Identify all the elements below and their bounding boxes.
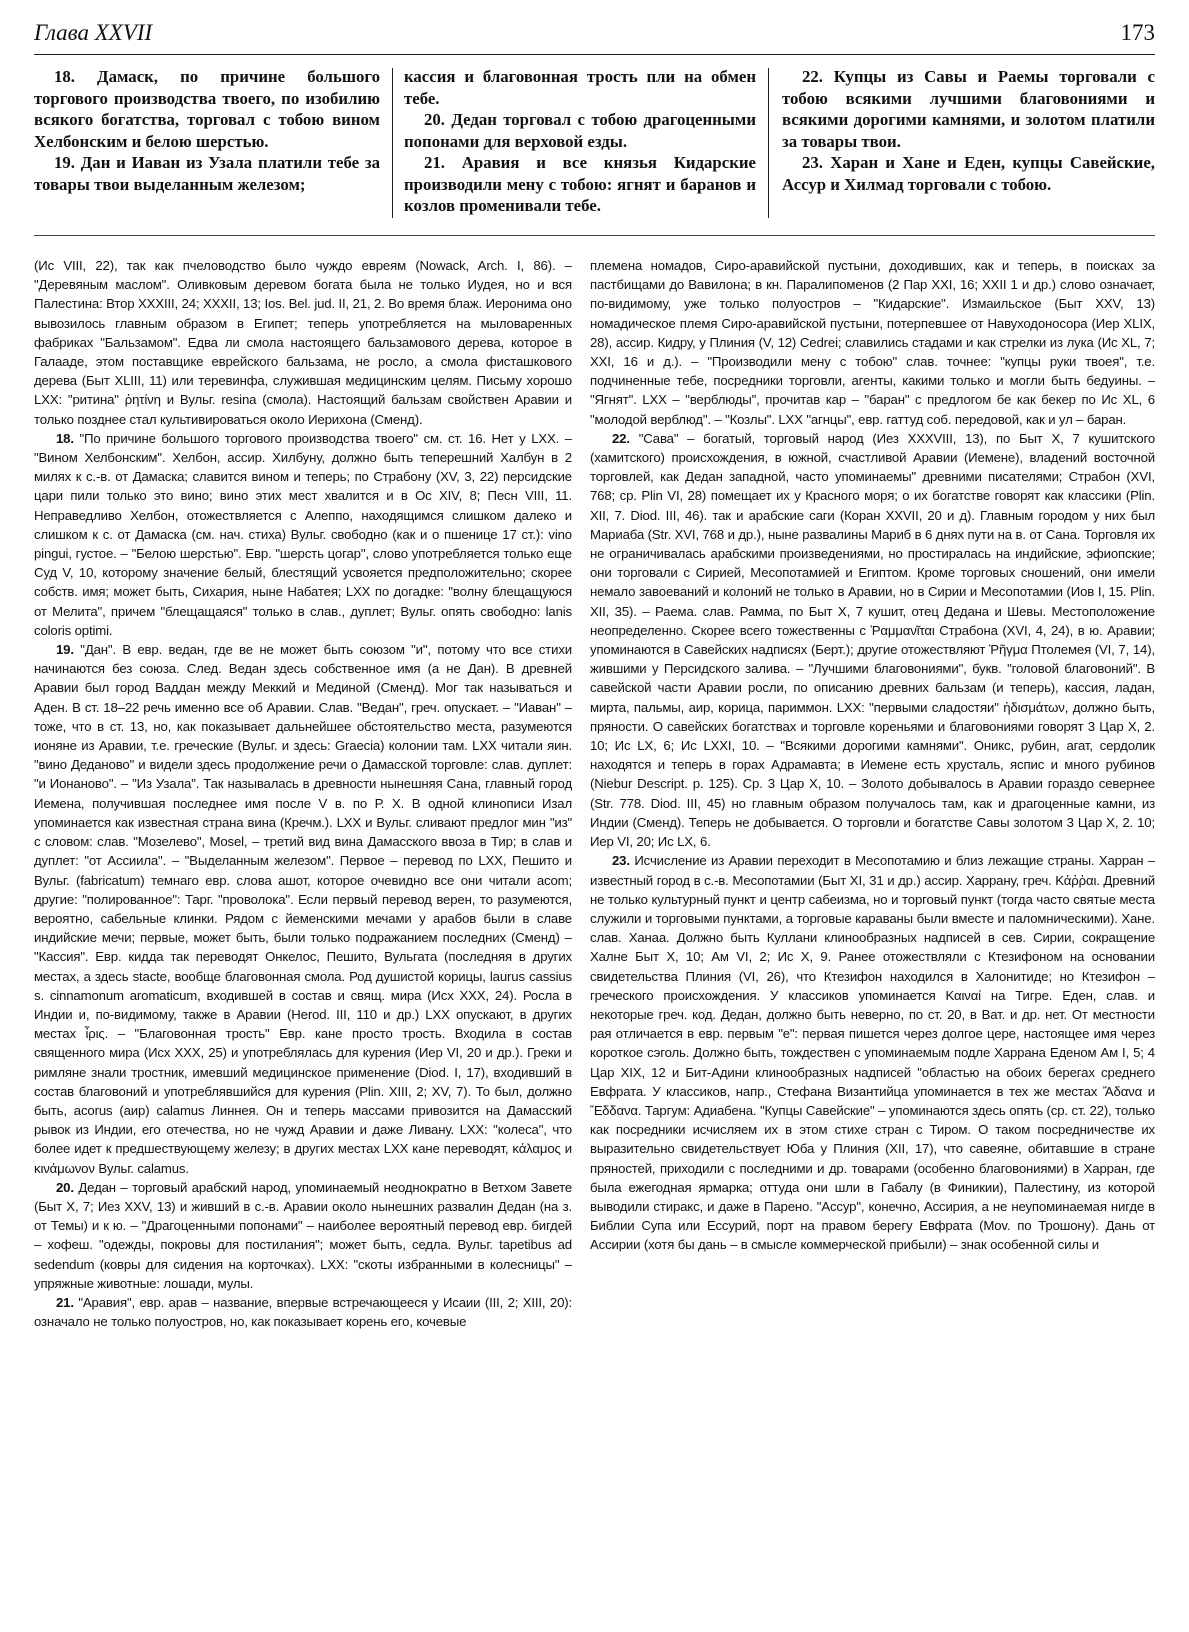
chapter-title: Глава XXVII [34, 20, 153, 45]
verse-number: 18. [56, 430, 74, 446]
verse-paragraph: 21. Аравия и все князья Кидарские производили мену с тобою: ягнят и баранов и козлов променивали тебе. [404, 153, 756, 215]
commentary-text: "Дан". В евр. ведан, где ве не может быть союзом "и", потому что все стихи начинаются без союза. След. Ведан здесь собственное имя (а не Дан). В древней Аравии был город Ваддан между Меккий и Мединой (Сменд). Мог так называться и Аден. В ст. 18–22 речь именно все об Аравии. Слав. "Ведан", греч. опускает. – "Иаван" – тоже, что в ст. 13, но, как показывает дальнейшее обстоятельство места, разумеются ионяне из Аравии, т.е. греческие (Вульг. и здесь: Graecia) колонии там. LXX читали яин. "вино Деданово" и видели здесь продолжение речи о Дамасской торговле: слав. дуплет: "и Ионаново". – "Из Узала". Так называлась в древности нынешняя Сана, главный город Иемена, получившая последнее имя после V в. по Р. Х. В одной клинописи Изал упоминается как известная страна вина (Кречм.). LXX и Вульг. сливают предлог мин "из" с словом: слав. "Мозелево", Mosel, – третий вид вина Дамасского ввоза в Тир; в слав и дуплет: "от Ассиила". – "Выделанным железом". Первое – перевод по LXX, Пешито и Вульг. (fabricatum) темнаго евр. слова ашот, которое очевидно все они читали acom; другие: "полированное": Тарг. "проволока". Если первый перевод верен, то разумеются, вероятно, сабельные клинки. Рядом с йеменскими мечами у арабов были в славе индийские мечи; первые, может быть, были только подражанием последних (Сменд) – "Кассия". Евр. кидда так переводят Онкелос, Пешито, Вульгата (последняя в других местах, а здесь stacte, вообще благовонная смола. Род душистой корицы, laurus cassius s. cinnamonum aromaticum, входившей в состав и свящ. мира (Исх XXX, 24). Росла в Индии и, по-видимому, также в Аравии (Herod. III, 110 и др.) LXX опускают, в других местах ἶρις. – "Благовонная трость" Евр. кане просто трость. Входила в состав священного мира (Исх XXX, 25) и употреблялась для курения (Иер VI, 20 и др.). Греки и римляне знали тростник, имевший медицинское применение (Diod. I, 17), входивший в состав благовоний и употреблявшийся для курения (Plin. XIII, 2; XV, 7). То был, должно быть, acorus (аир) calamus Линнея. Он и теперь массами привозится на Дамасский рывок из Индии, его отечества, но не чужд Аравии и даже Ливану. LXX: "колеса", что более идет к предшествующему железу; в других местах LXX кане переводят, κάλαμος и κινάμωνον Вульг. calamus. [34, 642, 572, 1176]
verse-paragraph: 18. Дамаск, по причине большого торгового производства твоего, по изобилию всякого богатства, торговал с тобою вином Хелбонским и белою шерстью. [34, 67, 380, 151]
page-number: 173 [1120, 20, 1155, 45]
commentary-column-right [590, 256, 1155, 1616]
verse-paragraph: 19. Дан и Иаван из Узала платили тебе за товары твои выделанным железом; [34, 153, 380, 194]
verse-paragraph: 20. Дедан торговал с тобою драгоценными попонами для верховой езды. [404, 110, 756, 151]
commentary-paragraph [34, 1293, 572, 1331]
verse-number: 22. [612, 430, 630, 446]
running-header [34, 14, 1155, 55]
column-divider [392, 68, 393, 218]
scripture-text-block [34, 66, 1155, 228]
commentary-text: "Сава" – богатый, торговый народ (Иез XXXVIII, 13), по Быт X, 7 кушитского (хамитского) происхождения, в южной, счастливой Аравии (Иемене), владений восточной торговлей, как Дедан западной, часто упоминаемы" древними писателями; Страбон (XVI, 768; ср. Plin VI, 28) помещает их у Красного моря; о их богатстве говорят как классики (Plin. XII, 7. Diod. III, 46). так и арабские саги (Коран XXVII, 20 и д). Главным городом у них был Мариаба (Str. XVI, 768 и др.), ныне развалины Мариб в 6 днях пути на в. от Сана. Торговля их не ограничивалась арабскими произведениями, но простиралась на индийские, эфиопские; они торговали с Сирией, Месопотамией и Египтом. Кроме торговых сношений, они имели немало завоеваний и колоний не только в Аравии, но в Сирии и Месопотамии (Иов I, 15. Plin. XII, 35). – Раема. слав. Рамма, по Быт X, 7 кушит, отец Дедана и Шевы. Местоположение неопределенно. Скорее всего тожественны с Ῥαμμανῖται Страбона (XVI, 4, 24), в ю. Аравии; упоминаются в Савейских надписях (Берт.); другие отожествляют Ῥῆγμα Птолемея (VI, 7, 14), жившими у Персидского залива. – "Лучшими благовониями", букв. "головой благовоний". В савейской части Аравии росли, по описанию древних бальзам (и теперь), кассия, ладан, мирта, пальмы, аир, корица, париммон. LXX: "первыми сладостяи" ἡδισμάτων, должно быть, пряности. О савейских богатствах и торговле кореньями и благовониями говорят 3 Цар X, 2. 10; Ис LX, 6; Ис LXXI, 10. – "Всякими дорогими камнями". Оникс, рубин, агат, сердолик находятся и теперь в горах Адрамавта; в Иемене есть хрусталь, яспис и много рубинов (Niebur Descript. p. 125). Ср. 3 Цар X, 10. – Золото добывалось в Аравии гораздо севернее (Str. 778. Diod. III, 45) но главным образом получалось там, как и драгоценные камни, из Индии (Сменд). Теперь не добывается. О торговли и богатстве Савы золотом 3 Цар X, 2. 10; Иер VI, 20; Ис LX, 6. [590, 430, 1155, 850]
commentary-text: Исчисление из Аравии переходит в Месопотамию и близ лежащие страны. Харран – известный город в с.-в. Месопотамии (Быт XI, 31 и др.) ассир. Харрану, греч. Κάῤῥαι. Древний не только культурный пункт и центр сабеизма, но и торговый пункт (тогда часто святые места служили и торговыми пунктами, а торговые караваны были вместе и паломническими). Хане. слав. Ханаа. Должно быть Куллани клинообразных надписей в сев. Сирии, сокращение Халне Быт X, 10; Ам VI, 2; Ис X, 9. Ранее отожествляли с Ктезифоном на основании свидетельства Плиния (VI, 26), что Ктезифон находился в Халонитиде; но Ктезифон – греческого происхождения. У классиков упоминается Καιναί на Тигре. Еден, слав. и некоторые греч. код. Дедан, должно быть неверно, по ст. 20, в Ват. и др. нет. От местности рая отличается в евр. первым "е": первая пишется через долгое цере, настоящее имя через короткое сэголь. Должно быть, тождествен с упоминаемым подле Харрана Еденом Ам I, 5; 4 Цар XIX, 12 и Бит-Адини клинообразных надписей "областью на обоих берегах среднего Евфрата. У классиков, напр., Стефана Византийца упоминается в тех же местах Ἄδανα и Ἔδδανα. Таргум: Адиабена. "Купцы Савейские" – упоминаются здесь опять (ср. ст. 22), только как посредники исчисляем их в этом стихе стран с Тиром. О таком посредничестве их выразительно свидетельствует Юба у Плиния (XII, 17), что савеяне, обитавшие в стране пряностей, приходили с последними и др. товарами (особенно благовониями) в Харран, где была ежегодная ярмарка; оттуда они шли в Габалу (в Финикии), Палестину, из которой выводили стиракс, и даже в Парено. "Ассур", конечно, Ассирия, а не неупоминаемая нигде в Библии Супа или Ессурий, порт на правом берегу Евфрата (Mov. по Трошону). Дань от Ассирии (хотя бы дань – в смысле коммерческой прибыли) – знак особенной силы и [590, 853, 1155, 1253]
commentary-paragraph [34, 1178, 572, 1293]
commentary-text: племена номадов, Сиро-аравийской пустыни, доходивших, как и теперь, в поисках за пастбищами до Вавилона; в кн. Паралипоменов (2 Пар XXI, 16; XXII 1 и др.) слово означает, по-видимому, уже только полуостров – "Кидарские". Измаильское (Быт XXV, 13) номадическое племя Сиро-аравийской пустыни, потерпевшее от Навуходоносора (Иер XLIX, 28), ассир. Кидру, у Плиния (V, 12) Cedrei; славились стадами и как стрелки из лука (Ис XL, 7; XXI, 16 и д.). – "Производили мену с тобою" слав. точнее: "купцы руки твоея", т.е. подчиненные тебе, посредники торговли, агенты, какими только и могли быть бедуины. – "Ягнят". LXX – "верблюды", прочитав кар – "баран" с предлогом бе как бекер по Ис XL, 6 "молодой верблюд". – "Козлы". LXX "агнцы", евр. гаттуд соб. передовой, как и ул – баран. [590, 258, 1155, 427]
commentary-column-left [34, 256, 572, 1616]
commentary-text: "Аравия", евр. арав – название, впервые встречающееся у Исаии (III, 2; XIII, 20): означало не только полуостров, но, как показывает корень его, кочевые [34, 1294, 572, 1330]
verse-number: 21. [56, 1294, 74, 1310]
verse-column-3 [782, 66, 1155, 195]
verse-number: 23. [612, 853, 630, 869]
verse-paragraph: 22. Купцы из Савы и Раемы торговали с тобою всякими лучшими благовониями и всякими дорогими камнями, и золотом платили за товары твои. [782, 67, 1155, 151]
commentary-paragraph [34, 429, 572, 640]
verse-paragraph: кассия и благовонная трость пли на обмен тебе. [404, 67, 756, 108]
commentary-text: (Ис VIII, 22), так как пчеловодство было чуждо евреям (Nowack, Arch. I, 86). – "Деревяным маслом". Оливковым деревом богата была не только Иудея, но и вся Палестина: Втор XXXIII, 24; XXXII, 13; Ios. Bel. jud. II, 21, 2. Во время блаж. Иеронима оно вывозилось главным образом в Египет; теперь употребляется на мыловаренных фабриках "Бальзамом". Едва ли смола настоящего бальзамового дерева, которое в Галааде, этом поставщике еврейского бальзама, не росло, а смола фисташкового дерева (Быт XLIII, 11) или теревинфа, служившая медицинским целям. Письму хорошо LXX: "ритина" ῥητίνη и Вульг. resina (смола). Настоящий бальзам свойствен Аравии и только позднее стал культивироваться около Иерихона (Сменд). [34, 258, 572, 427]
commentary-paragraph [34, 640, 572, 1178]
verse-number: 20. [56, 1179, 74, 1195]
commentary-text: "По причине большого торгового производства твоего" см. ст. 16. Нет у LXX. – "Вином Хелбонским". Хелбон, ассир. Хилбуну, должно быть теперешний Халбун в 2 милях к с.-в. от Дамаска; славится вином и теперь; по Страбону (XV, 3, 22) персидские цари пили только это вино; вино этих мест хвалится и в Ос XIV, 8; Песн VIII, 11. Неправедливо Хелбон, отожествляется с Алеппо, находящимся слишком далеко и слишком к с. от Дамаска (см. нач. стиха) Вульг. свободно (как и о пшенице 17 ст.): vino pingui, густое. – "Белою шерстью". Евр. "шерсть цогар", слово употребляется только еще Суд V, 10, которому значение белый, блестящий усвояется предположительно; скорее собств. имя; может быть, Сихария, ныне Набатея; LXX по догадке: "волну блещащуюся от Мелита", причем "блещащаяся" только в слав., дуплет; Вульг. опять свободно: lanis coloris optimi. [34, 430, 572, 638]
commentary-paragraph [590, 429, 1155, 851]
verse-paragraph: 23. Харан и Хане и Еден, купцы Савейские, Ассур и Хилмад торговали с тобою. [782, 153, 1155, 194]
verse-number: 19. [56, 642, 74, 658]
commentary-paragraph [590, 256, 1155, 429]
commentary-paragraph [590, 851, 1155, 1254]
column-divider [768, 68, 769, 218]
verse-column-1 [34, 66, 380, 195]
section-divider [34, 235, 1155, 236]
commentary-text: Дедан – торговый арабский народ, упоминаемый неоднократно в Ветхом Завете (Быт X, 7; Иез XXV, 13) и живший в с.-в. Аравии около нынешних развалин Дедан (на з. от Темы) и к ю. – "Драгоценными попонами" – наиболее вероятный перевод евр. бигдей – хофеш. "одежды, покровы для постилания"; может быть, седла. Вульг. tapetibus ad sedendum (ковры для сидения на корточках). LXX: "скоты избранными в колесницы" – упряжные животные: лошади, мулы. [34, 1179, 572, 1291]
commentary-paragraph [34, 256, 572, 429]
verse-column-2 [404, 66, 756, 217]
